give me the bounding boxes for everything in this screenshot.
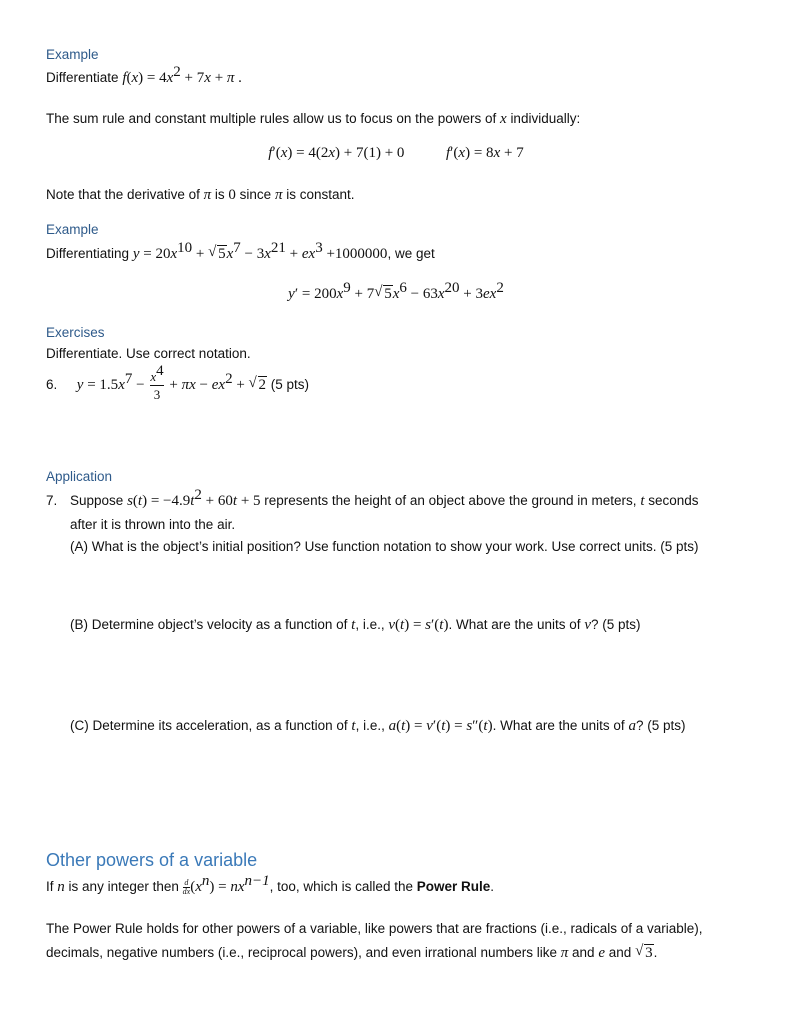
partb-equation: v(t) = s′(t) (388, 617, 449, 633)
partb-unit: v (584, 617, 591, 633)
exercises-heading: Exercises (46, 325, 105, 340)
exercises-instruction: Differentiate. Use correct notation. (46, 346, 251, 361)
example2-function: $y = 20x^{10}$ + √ $5x^7 - 3x^{21} + ex^3 +1000000$ (133, 246, 388, 261)
note-zero: 0 (228, 187, 236, 203)
note-pi-2: π (274, 187, 283, 203)
pr-rule-name: Power Rule (416, 879, 491, 895)
pr-text-b: is any integer then (68, 879, 179, 895)
q6-points: (5 pts) (270, 377, 310, 393)
example1-note (46, 187, 355, 204)
pr-var-n: n (57, 879, 65, 896)
example2-derivative: $y' = 200x^9 + 7√$ $5x^6 - 63x^{20} + 3ex^2$ (0, 286, 792, 303)
intro-text: The sum rule and constant multiple rules allow us to focus on the powers of (46, 111, 497, 126)
pr-text-c: , too, which is called the (269, 879, 413, 895)
pr-formula: $\frac{d}{dx}$ $(x^n) = nx^{n-1}$ (182, 873, 270, 896)
application-heading: Application (46, 469, 113, 484)
q7-line2: after it is thrown into the air. (70, 517, 236, 532)
partc-text-c: . What are the units of (492, 718, 625, 733)
example1-intro (46, 111, 580, 128)
q7-part-c (70, 718, 685, 735)
partc-var: t (351, 718, 356, 734)
example1-steps (0, 145, 792, 162)
q6-number: 6. (46, 377, 58, 393)
pr-and: and (572, 945, 595, 960)
prompt-text: Differentiate (46, 70, 119, 85)
q7-line1 (70, 487, 699, 510)
partb-text-c: . What are the units of (448, 617, 581, 632)
note-text-c: since (239, 187, 272, 202)
example1-function: f (122, 70, 127, 86)
example1-prompt: Differentiate $f(x) = 4x^2 + 7x + \pi$ . (46, 64, 242, 86)
power-rule-para-line2 (46, 945, 657, 962)
q7-text-c: seconds (648, 493, 699, 508)
example2-line (46, 240, 435, 263)
partc-text-b: , i.e., (355, 718, 385, 733)
exercise-6 (46, 363, 310, 402)
partc-equation: a(t) = v′(t) = s″(t) (388, 718, 493, 734)
pr-text-d: . (490, 879, 495, 895)
partb-var: t (351, 617, 356, 633)
q6-function: $y = 1.5x^7$ − $\frac{x^4}{3}$ + $\pi x - ex^2$ + √ 2 (77, 377, 267, 392)
partc-unit: a (628, 718, 636, 734)
pr-e: e (598, 945, 605, 961)
note-pi: π (203, 187, 212, 203)
pr-pi: π (560, 945, 569, 961)
example2-suffix: , we get (387, 246, 435, 261)
partc-text-d: ? (5 pts) (635, 718, 686, 733)
pr-end: . (653, 945, 658, 960)
q7-text-a: Suppose (70, 493, 124, 508)
pr-para-2: decimals, negative numbers (i.e., reciprocal powers), and even irrational numbers like (46, 945, 557, 960)
example1-heading: Example (46, 47, 99, 62)
example2-heading: Example (46, 222, 99, 237)
partc-text-a: (C) Determine its acceleration, as a function of (70, 718, 348, 733)
q7-text-b: represents the height of an object above the ground in meters, (264, 493, 637, 508)
power-rule-statement (46, 873, 495, 896)
step2: f′(x) = 8x + 7 (445, 145, 524, 161)
intro-variable: x (500, 111, 507, 127)
note-text-b: is (214, 187, 225, 202)
q7-part-a: (A) What is the object’s initial position? Use function notation to show your work. Use correct units. (5 pts) (70, 539, 699, 554)
power-rule-para-line1: The Power Rule holds for other powers of a variable, like powers that are fractions (i.e., radicals of a variable), (46, 921, 703, 936)
pr-text-a: If (46, 879, 54, 895)
partb-text-a: (B) Determine object’s velocity as a function of (70, 617, 348, 632)
note-text-d: is constant. (286, 187, 355, 202)
note-text-a: Note that the derivative of (46, 187, 200, 202)
pr-sqrt3: √ 3 (635, 945, 654, 962)
q7-var: t (640, 493, 645, 509)
pr-and-2: and (608, 945, 632, 960)
q7-function: $s(t) = -4.9t^2 + 60t + 5$ (127, 487, 261, 509)
q7-number: 7. (46, 493, 58, 508)
partb-text-d: ? (5 pts) (590, 617, 641, 632)
partb-text-b: , i.e., (355, 617, 385, 632)
example2-prompt: Differentiating (46, 246, 130, 261)
intro-end: individually: (510, 111, 581, 126)
power-rule-heading: Other powers of a variable (46, 850, 258, 870)
q7-part-b (70, 617, 641, 634)
step1: f′(x) = 4(2x) + 7(1) + 0 (268, 145, 405, 161)
